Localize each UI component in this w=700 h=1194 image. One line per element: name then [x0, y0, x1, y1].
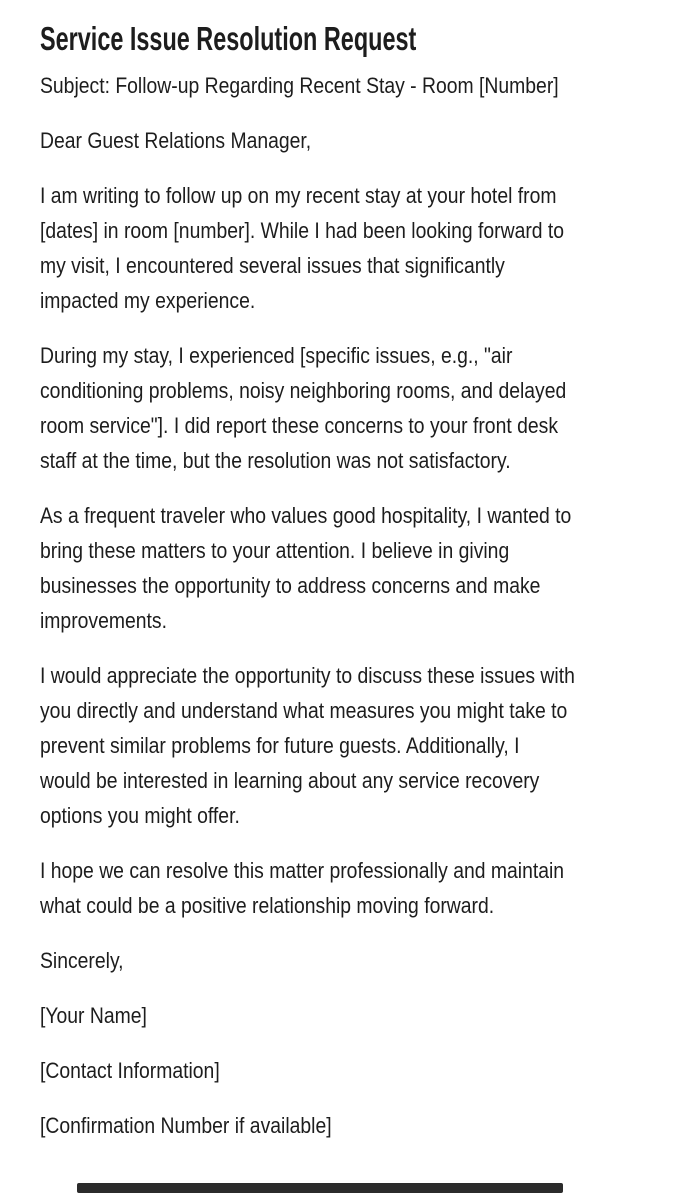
paragraph-4 — [40, 658, 700, 833]
text-line: I hope we can resolve this matter professionally and maintain — [40, 858, 565, 883]
signature-contact-placeholder — [40, 1053, 700, 1088]
letter-document — [40, 19, 700, 1163]
paragraph-1 — [40, 178, 700, 318]
horizontal-scrollbar-thumb[interactable] — [77, 1183, 563, 1193]
text-line: [Confirmation Number if available] — [40, 1113, 332, 1138]
closing — [40, 943, 700, 978]
text-line: prevent similar problems for future guests. Additionally, I — [40, 733, 520, 758]
paragraph-2 — [40, 338, 700, 478]
text-line: businesses the opportunity to address concerns and make — [40, 573, 541, 598]
text-line: staff at the time, but the resolution was not satisfactory. — [40, 448, 511, 473]
text-line: you directly and understand what measures you might take to — [40, 698, 568, 723]
text-line: impacted my experience. — [40, 288, 256, 313]
text-line: [dates] in room [number]. While I had been looking forward to — [40, 218, 565, 243]
paragraph-3 — [40, 498, 700, 638]
text-line: improvements. — [40, 608, 167, 633]
text-line: what could be a positive relationship moving forward. — [40, 893, 495, 918]
text-line: I am writing to follow up on my recent stay at your hotel from — [40, 183, 557, 208]
text-line: As a frequent traveler who values good hospitality, I wanted to — [40, 503, 572, 528]
text-line: bring these matters to your attention. I believe in giving — [40, 538, 510, 563]
text-line: During my stay, I experienced [specific issues, e.g., "air — [40, 343, 513, 368]
letter-body — [40, 68, 700, 1143]
text-line: Sincerely, — [40, 948, 124, 973]
text-line: room service"]. I did report these concerns to your front desk — [40, 413, 559, 438]
text-line: [Contact Information] — [40, 1058, 220, 1083]
text-line: my visit, I encountered several issues that significantly — [40, 253, 505, 278]
paragraph-5 — [40, 853, 700, 923]
text-line: would be interested in learning about any service recovery — [40, 768, 540, 793]
text-line: conditioning problems, noisy neighboring rooms, and delayed — [40, 378, 567, 403]
text-line: options you might offer. — [40, 803, 240, 828]
signature-name-placeholder — [40, 998, 700, 1033]
text-line: I would appreciate the opportunity to discuss these issues with — [40, 663, 575, 688]
salutation — [40, 123, 700, 158]
subject-line — [40, 68, 700, 103]
page-title: Service Issue Resolution Request — [40, 20, 417, 57]
text-line: Dear Guest Relations Manager, — [40, 128, 312, 153]
text-line: [Your Name] — [40, 1003, 147, 1028]
text-line: Subject: Follow-up Regarding Recent Stay - Room [Number] — [40, 73, 559, 98]
signature-confirmation-placeholder — [40, 1108, 700, 1143]
